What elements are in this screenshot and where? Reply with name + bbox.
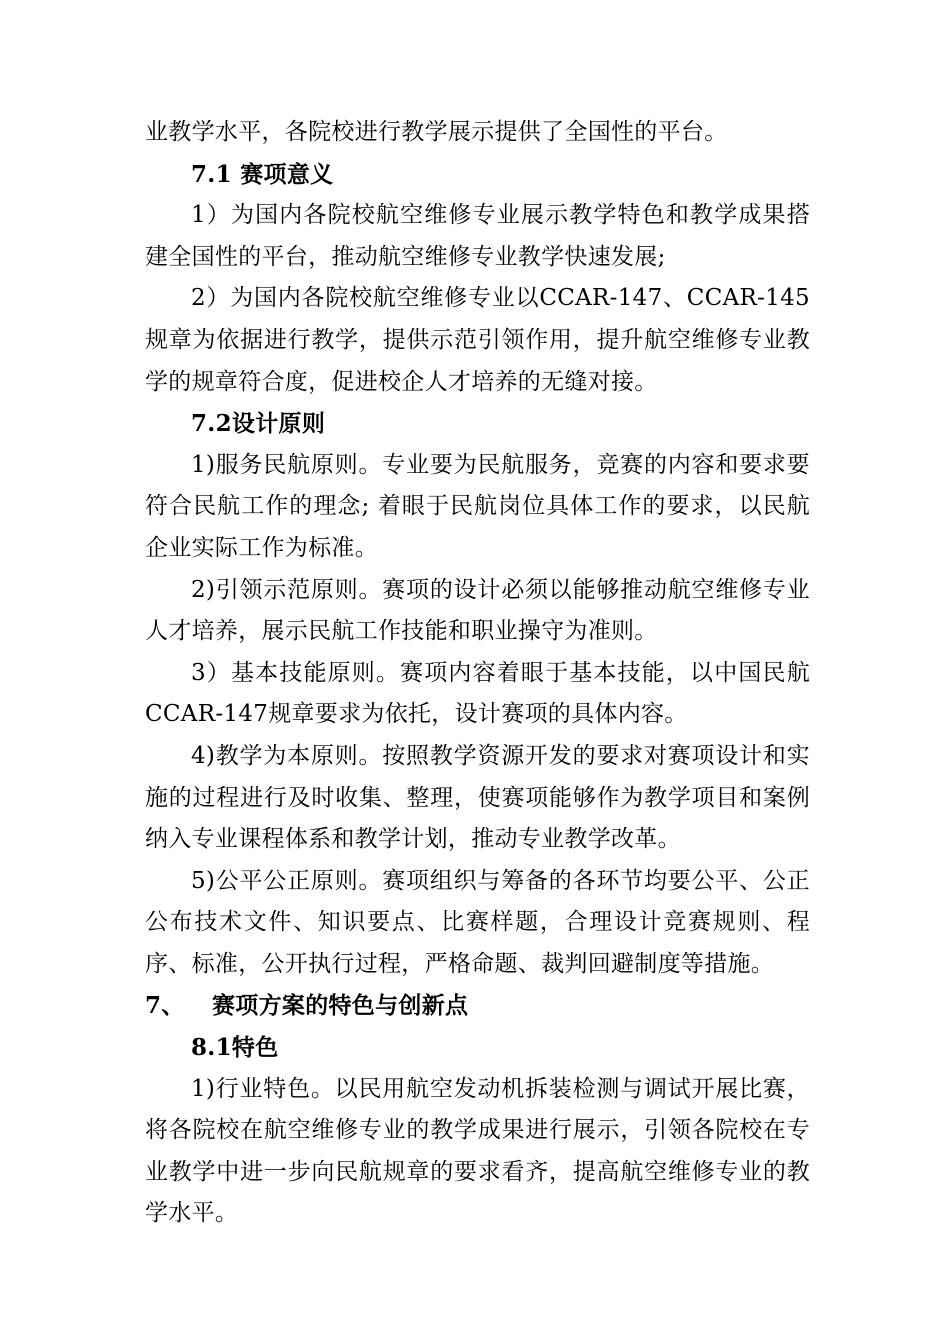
paragraph-principle-5: 5)公平公正原则。赛项组织与筹备的各环节均要公平、公正公布技术文件、知识要点、比赛样题，合理设计竞赛规则、程序、标准，公开执行过程，严格命题、裁判回避制度等措施。 [145, 867, 810, 977]
heading-7-1: 7.1 赛项意义 [191, 160, 334, 188]
paragraph-principle-3: 3）基本技能原则。赛项内容着眼于基本技能，以中国民航CCAR-147规章要求为依托，设计赛项的具体内容。 [145, 659, 810, 728]
paragraph-principle-2: 2)引领示范原则。赛项的设计必须以能够推动航空维修专业人才培养，展示民航工作技能和职业操守为准则。 [145, 576, 810, 645]
paragraph-principle-1: 1)服务民航原则。专业要为民航服务，竞赛的内容和要求要符合民航工作的理念; 着眼于民航岗位具体工作的要求，以民航企业实际工作为标准。 [145, 451, 810, 561]
paragraph-principle-4: 4)教学为本原则。按照教学资源开发的要求对赛项设计和实施的过程进行及时收集、整理，使赛项能够作为教学项目和案例纳入专业课程体系和教学计划，推动专业教学改革。 [145, 742, 810, 853]
document-body [145, 112, 810, 1235]
heading-7-2: 7.2设计原则 [191, 410, 326, 438]
paragraph-significance-2: 2）为国内各院校航空维修专业以CCAR-147、CCAR-145规章为依据进行教学，提供示范引领作用，提升航空维修专业教学的规章符合度，促进校企人才培养的无缝对接。 [145, 285, 810, 395]
paragraph-continued: 业教学水平，各院校进行教学展示提供了全国性的平台。 [145, 119, 728, 145]
paragraph-feature-1: 1)行业特色。以民用航空发动机拆装检测与调试开展比赛，将各院校在航空维修专业的教学成果进行展示，引领各院校在专业教学中进一步向民航规章的要求看齐，提高航空维修专业的教学水平。 [145, 1075, 810, 1227]
section-heading [145, 985, 810, 1027]
paragraph-significance-1: 1）为国内各院校航空维修专业展示教学特色和教学成果搭建全国性的平台，推动航空维修专业教学快速发展; [145, 202, 810, 270]
heading-8-1: 8.1特色 [191, 1034, 279, 1062]
section-number: 7、 [145, 992, 185, 1020]
section-title: 赛项方案的特色与创新点 [212, 992, 469, 1020]
